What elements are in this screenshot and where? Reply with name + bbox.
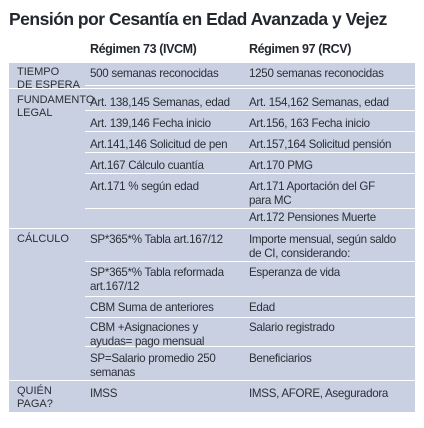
row-divider	[85, 317, 415, 318]
row-divider	[85, 261, 415, 262]
row-divider	[85, 110, 415, 111]
cell-r73-espera: 500 semanas reconocidas	[90, 67, 219, 80]
cell-r73-legal-4: Art.167 Cálculo cuantía	[90, 159, 204, 172]
cell-r97-legal-6: Art.172 Pensiones Muerte	[249, 211, 376, 224]
cell-r97-calculo-5: Beneficiarios	[249, 352, 312, 365]
cell-r73-paga: IMSS	[90, 387, 118, 400]
cell-r73-calculo-5: SP=Salario promedio 250 semanas	[90, 352, 216, 379]
row-divider	[85, 131, 415, 132]
cell-r73-calculo-2: SP*365*% Tabla reformada art.167/12	[90, 266, 224, 293]
row-divider	[85, 208, 415, 209]
cell-r97-calculo-4: Salario registrado	[249, 321, 335, 334]
section-divider	[9, 228, 415, 229]
cell-r97-legal-4: Art.170 PMG	[249, 159, 313, 172]
column-header-regimen-73: Régimen 73 (IVCM)	[90, 42, 197, 56]
page-title: Pensión por Cesantía en Edad Avanzada y Vejez	[9, 9, 387, 29]
cell-r73-legal-5: Art.171 % según edad	[90, 180, 199, 193]
cell-r73-calculo-3: CBM Suma de anteriores	[90, 301, 214, 314]
section-divider	[9, 380, 415, 381]
cell-r97-paga: IMSS, AFORE, Aseguradora	[249, 387, 389, 400]
row-label-tiempo-espera: TIEMPO DE ESPERA	[17, 66, 80, 91]
cell-r97-calculo-1: Importe mensual, según saldo de CI, considerando:	[249, 233, 396, 260]
cell-r97-legal-3: Art.157,164 Solicitud pensión	[249, 138, 392, 151]
row-divider	[85, 296, 415, 297]
row-divider	[85, 85, 415, 86]
cell-r73-legal-2: Art. 139,146 Fecha inicio	[90, 117, 211, 130]
row-divider	[85, 152, 415, 153]
row-label-fundamento-legal: FUNDAMENTO LEGAL	[17, 94, 95, 119]
row-label-quien-paga: QUIÉN PAGA?	[17, 385, 53, 410]
cell-r73-calculo-4: CBM +Asignaciones y ayudas= pago mensual	[90, 321, 205, 348]
cell-r73-legal-1: Art. 138,145 Semanas, edad	[90, 96, 230, 109]
row-divider	[85, 173, 415, 174]
cell-r73-legal-3: Art.141,146 Solicitud de pen	[90, 138, 228, 151]
cell-r97-calculo-3: Edad	[249, 301, 275, 314]
cell-r97-legal-2: Art.156, 163 Fecha inicio	[249, 117, 370, 130]
cell-r97-calculo-2: Esperanza de vida	[249, 266, 340, 279]
comparison-table	[9, 63, 415, 412]
column-header-regimen-97: Régimen 97 (RCV)	[249, 42, 351, 56]
cell-r97-legal-1: Art. 154,162 Semanas, edad	[249, 96, 389, 109]
cell-r97-espera: 1250 semanas reconocidas	[249, 67, 384, 80]
cell-r97-legal-5: Art.171 Aportación del GF para MC	[249, 180, 375, 207]
cell-r73-calculo-1: SP*365*% Tabla art.167/12	[90, 233, 223, 246]
row-label-calculo: CÁLCULO	[17, 233, 69, 245]
